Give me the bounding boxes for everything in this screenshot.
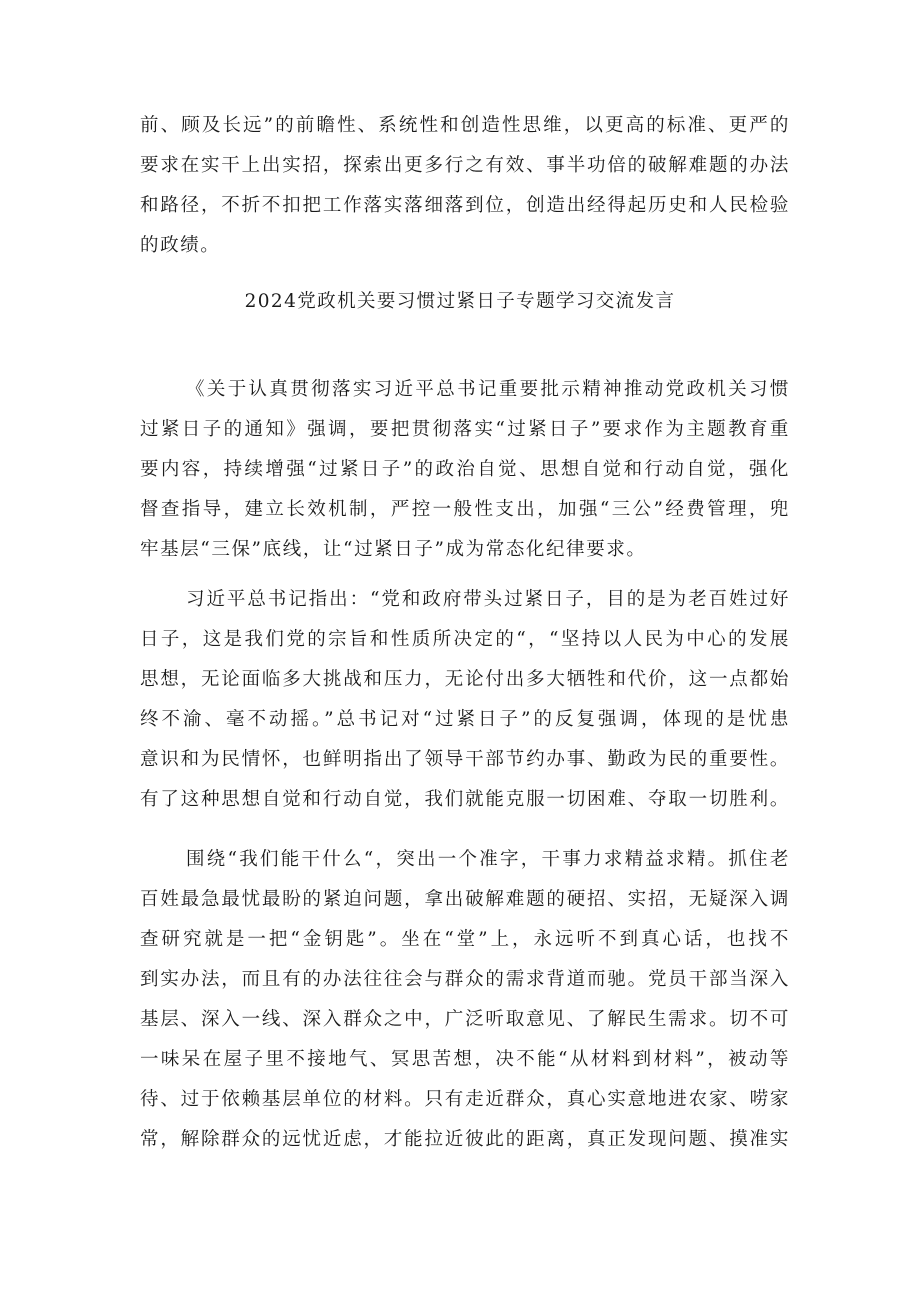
text-line: 习近平总书记指出：“党和政府带头过紧日子，目的是为老百姓过好 bbox=[186, 589, 790, 610]
text-line: 终不渝、毫不动摇。”总书记对“过紧日子”的反复强调，体现的是忧患 bbox=[140, 709, 790, 730]
text-line: 和路径，不折不扣把工作落实落细落到位，创造出经得起历史和人民检验 bbox=[140, 195, 790, 216]
text-line: 待、过于依赖基层单位的材料。只有走近群众，真心实意地进农家、唠家 bbox=[140, 1089, 790, 1110]
text-line: 要内容，持续增强“过紧日子”的政治自觉、思想自觉和行动自觉，强化 bbox=[140, 459, 790, 480]
text-line: 思想，无论面临多大挑战和压力，无论付出多大牺牲和代价，这一点都始 bbox=[140, 669, 790, 690]
text-line: 要求在实干上出实招，探索出更多行之有效、事半功倍的破解难题的办法 bbox=[140, 155, 790, 176]
text-line: 意识和为民情怀，也鲜明指出了领导干部节约办事、勤政为民的重要性。 bbox=[140, 749, 790, 770]
text-line: 前、顾及长远”的前瞻性、系统性和创造性思维，以更高的标准、更严的 bbox=[140, 115, 790, 136]
text-line: 百姓最急最忧最盼的紧迫问题，拿出破解难题的硬招、实招，无疑深入调 bbox=[140, 889, 790, 910]
text-line: 一味呆在屋子里不接地气、冥思苦想，决不能“从材料到材料”，被动等 bbox=[140, 1049, 790, 1070]
text-line: 督查指导，建立长效机制，严控一般性支出，加强“三公”经费管理，兜 bbox=[140, 499, 790, 520]
text-line: 有了这种思想自觉和行动自觉，我们就能克服一切困难、夺取一切胜利。 bbox=[140, 789, 790, 810]
document-title: 2024党政机关要习惯过紧日子专题学习交流发言 bbox=[244, 291, 676, 312]
text-line: 牢基层“三保”底线，让“过紧日子”成为常态化纪律要求。 bbox=[140, 539, 647, 560]
text-line: 到实办法，而且有的办法往往会与群众的需求背道而驰。党员干部当深入 bbox=[140, 969, 790, 990]
text-line: 的政绩。 bbox=[140, 235, 221, 256]
text-line: 基层、深入一线、深入群众之中，广泛听取意见、了解民生需求。切不可 bbox=[140, 1009, 790, 1030]
text-line: 过紧日子的通知》强调，要把贯彻落实“过紧日子”要求作为主题教育重 bbox=[140, 419, 790, 440]
text-line: 围绕“我们能干什么“，突出一个准字，干事力求精益求精。抓住老 bbox=[186, 849, 790, 870]
text-line: 日子，这是我们党的宗旨和性质所决定的“，“坚持以人民为中心的发展 bbox=[140, 629, 790, 650]
text-line: 《关于认真贯彻落实习近平总书记重要批示精神推动党政机关习惯 bbox=[186, 379, 790, 400]
text-line: 查研究就是一把“金钥匙”。坐在“堂”上，永远听不到真心话，也找不 bbox=[140, 929, 790, 950]
text-line: 常，解除群众的远忧近虑，才能拉近彼此的距离，真正发现问题、摸准实 bbox=[140, 1129, 790, 1150]
